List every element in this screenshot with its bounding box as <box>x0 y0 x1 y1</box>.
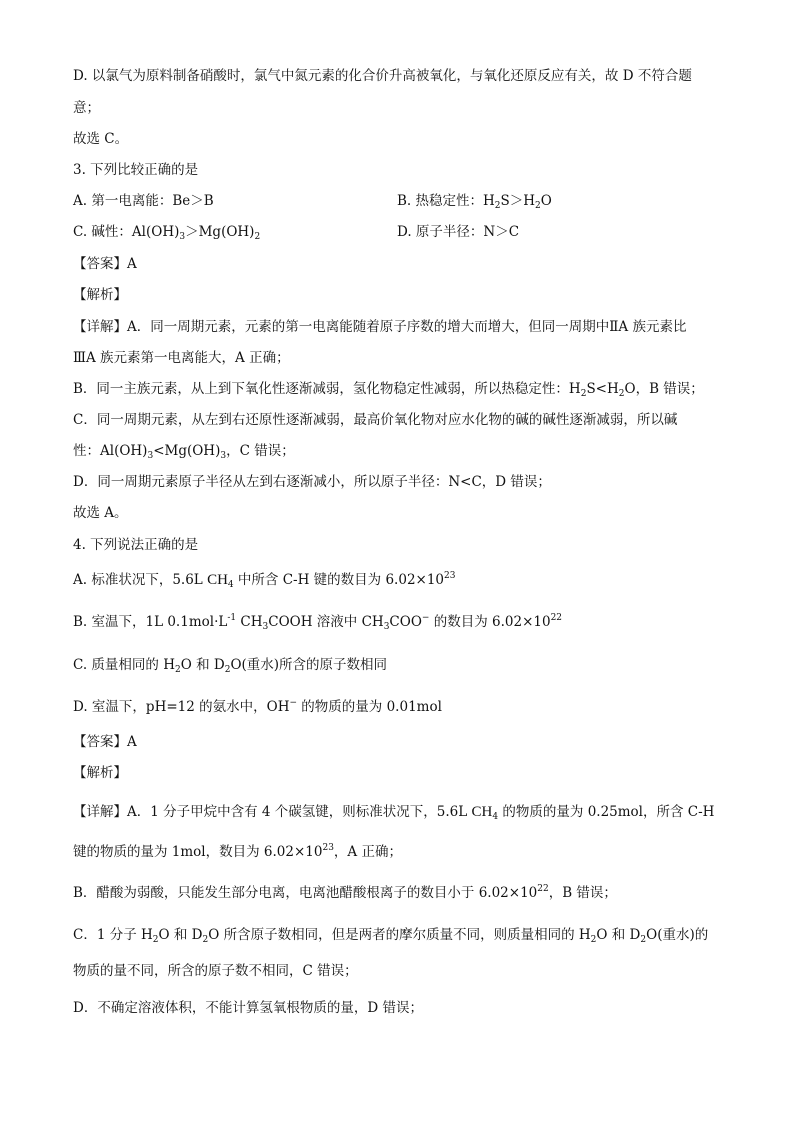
q3-detail-a-line2: ⅢA 族元素第一电离能大，A 正确； <box>73 350 290 366</box>
q3-analysis-heading: 【解析】 <box>73 287 127 303</box>
q3-detail-c-line2: 性：$Al(OH)_3<Mg(OH)_3$，C 错误； <box>73 443 295 461</box>
q4-option-a: A. 标准状况下，5.6L $CH_4$ 中所含 C-H 键的数目为 $6.02\times 10^{23}$ <box>73 571 456 590</box>
q4-option-c: C. 质量相同的 $H_2O$ 和 $D_2O$(重水)所含的原子数相同 <box>73 657 388 675</box>
q3-conclusion: 故选 A。 <box>73 505 128 521</box>
q4-analysis-heading: 【解析】 <box>73 765 127 781</box>
q4-detail-a-line1: 【详解】A．1 分子甲烷中含有 4 个碳氢键，则标准状况下，5.6L $CH_4$ 的物质的量为 0.25mol，所含 C-H <box>73 804 715 822</box>
q4-detail-b: B．醋酸为弱酸，只能发生部分电离，电离池醋酸根离子的数目小于 $6.02\times 10^{22}$，B 错误； <box>73 884 617 901</box>
q4-stem: 4. 下列说法正确的是 <box>73 537 199 553</box>
q3-answer: 【答案】A <box>73 256 137 272</box>
q2-option-d-explanation-line2: 意； <box>73 100 100 116</box>
q3-detail-d: D．同一周期元素原子半径从左到右逐渐减小，所以原子半径：N<C，D 错误； <box>73 474 551 490</box>
q4-detail-a-line2: 键的物质的量为 1mol，数目为 $6.02\times 10^{23}$，A 正确； <box>73 843 402 860</box>
q3-detail-a-line1: 【详解】A．同一周期元素，元素的第一电离能随着原子序数的增大而增大，但同一周期中ⅡA 族元素比 <box>73 319 687 335</box>
q2-option-d-explanation-line1: D. 以氯气为原料制备硝酸时，氯气中氮元素的化合价升高被氧化，与氧化还原反应有关，故 D 不符合题 <box>73 68 692 84</box>
q3-stem: 3. 下列比较正确的是 <box>73 162 199 178</box>
q4-detail-c-line2: 物质的量不同，所含的原子数不相同，C 错误； <box>73 963 358 979</box>
q4-option-b: B. 室温下，1L $0.1mol\cdot L^{-1}$ $CH_3COOH$ 溶液中 $CH_3COO^-$ 的数目为 $6.02\times 10^{22}$ <box>73 613 563 632</box>
q3-option-b: B. 热稳定性：$H_2S>H_2O$ <box>397 193 552 211</box>
q3-detail-b: B．同一主族元素，从上到下氧化性逐渐减弱，氢化物稳定性减弱，所以热稳定性：$H_2S<H_2O$，B 错误； <box>73 381 704 399</box>
q4-detail-d: D．不确定溶液体积，不能计算氢氧根物质的量，D 错误； <box>73 1000 423 1016</box>
q4-answer: 【答案】A <box>73 734 137 750</box>
q2-conclusion: 故选 C。 <box>73 131 129 147</box>
q4-option-d: D. 室温下，pH=12 的氨水中，OH− 的物质的量为 0.01mol <box>73 698 442 715</box>
q3-option-d: D. 原子半径：N＞C <box>397 224 520 240</box>
q3-detail-c-line1: C．同一周期元素，从左到右还原性逐渐减弱，最高价氧化物对应水化物的碱的碱性逐渐减弱，所以碱 <box>73 412 678 428</box>
q4-detail-c-line1: C．1 分子 $H_2O$ 和 $D_2O$ 所含原子数相同，但是两者的摩尔质量不同，则质量相同的 $H_2O$ 和 $D_2O$(重水)的 <box>73 927 709 945</box>
q3-option-a: A. 第一电离能：Be＞B <box>73 193 214 209</box>
q3-option-c: C. 碱性：$Al(OH)_3>Mg(OH)_2$ <box>73 224 261 242</box>
